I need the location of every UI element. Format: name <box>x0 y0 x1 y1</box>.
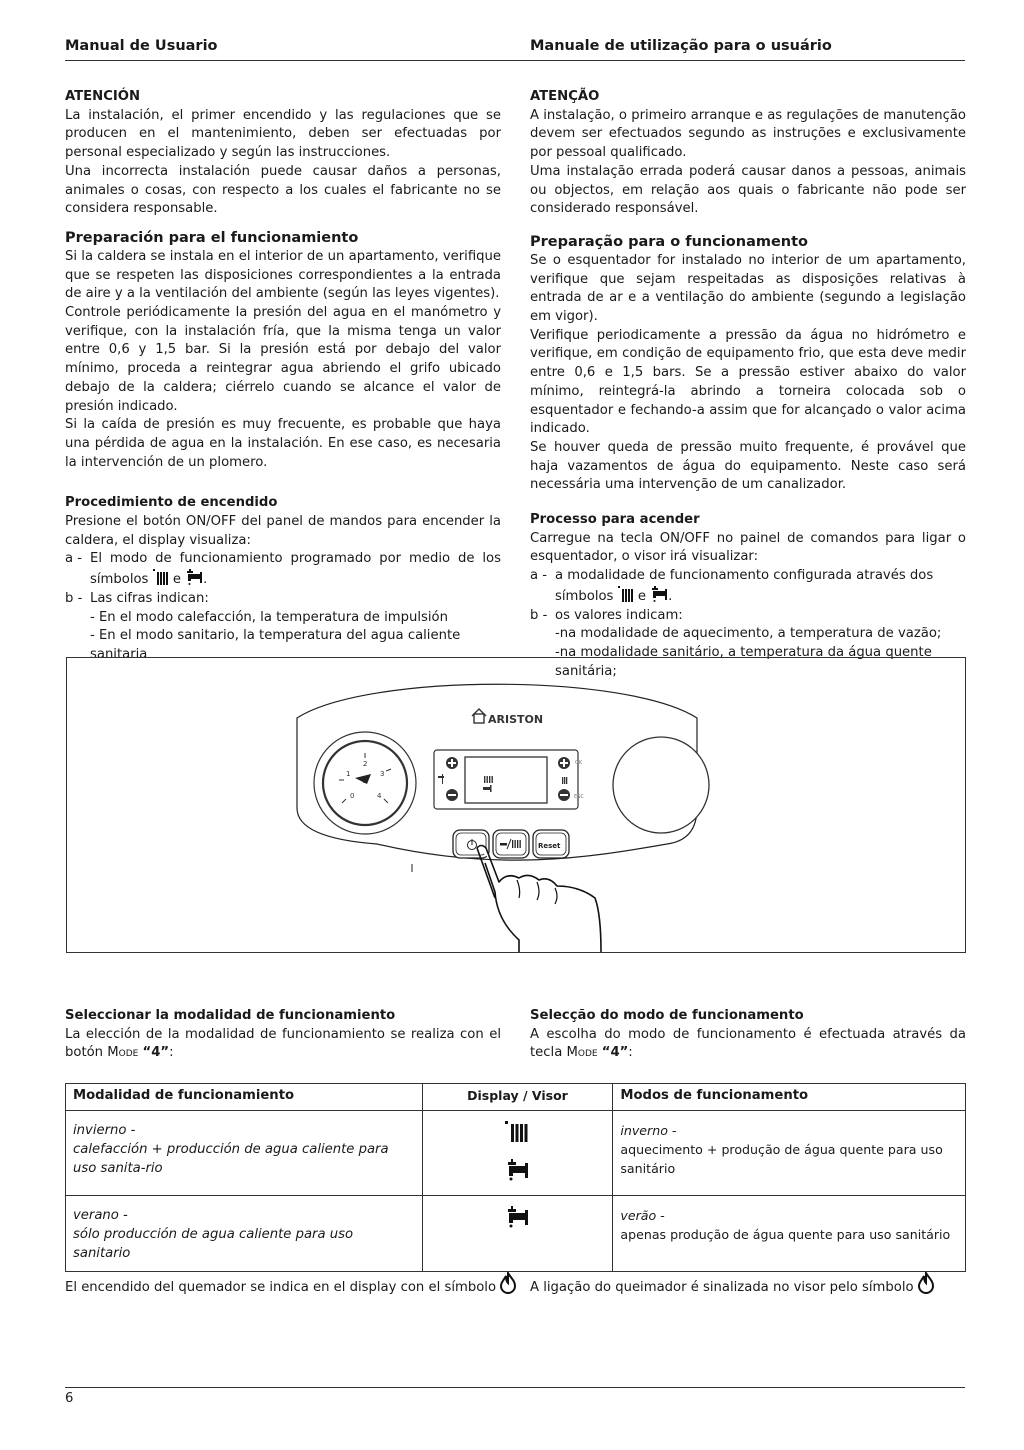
brand-label: ARISTON <box>488 713 544 726</box>
es-prep-p2: Controle periódicamente la presión del agua en el manómetro y verifique, con la instalación fría, que la misma tenga un valor entre 0,6 y 1,5 bar. Si la presión está por debajo del valor mínimo, proceda a reintegrar agua abriendo el grifo ubicado debajo de la caldera; ciérrelo cuando se alcance el valor de presión indicado. <box>65 305 501 414</box>
dhw-minus-button[interactable] <box>558 789 570 801</box>
control-panel-figure <box>66 657 966 953</box>
table-cell-pt <box>613 1111 966 1196</box>
pt-prep-title: Preparação para o funcionamento <box>530 233 809 250</box>
pt-mode-colon: : <box>628 1045 633 1061</box>
table-cell-pt <box>613 1196 966 1272</box>
pt-burner-text: A ligação do queimador é sinalizada no visor pelo símbolo <box>530 1280 914 1295</box>
gauge-label-1: 1 <box>346 770 351 778</box>
es-burner-note <box>65 1272 516 1295</box>
panel-dhw-symbol <box>562 777 567 784</box>
pt-mode-section <box>530 1007 966 1063</box>
es-mode-text: La elección de la modalidad de funcionamiento se realiza con el botón <box>65 1026 501 1061</box>
es-item-a-end: . <box>203 572 208 588</box>
page-number: 6 <box>65 1391 74 1406</box>
pt-attention-p1: A instalação, o primeiro arranque e as regulações de manutenção devem ser efectuados segundo as instruções e exclusivamente por pessoal qualificado. <box>530 107 966 161</box>
es-item-a-join: e <box>172 572 181 588</box>
header-left-title: Manual de Usuario <box>65 38 218 54</box>
pt-mode-number: “4” <box>601 1045 629 1061</box>
tap-icon <box>185 569 203 585</box>
table-cell-display <box>422 1111 613 1196</box>
modes-table <box>65 1083 966 1272</box>
ok-label: OK <box>575 760 583 766</box>
es-mode-button-label: Mode <box>107 1045 139 1061</box>
es-item-b-marker: b - <box>65 590 83 606</box>
es-item-b <box>65 590 501 609</box>
pt-mode-title: Selecção do modo de funcionamento <box>530 1008 804 1023</box>
row-pt-title: inverno - <box>620 1123 677 1138</box>
radiator-icon <box>618 586 634 602</box>
esc-label: ESC <box>574 794 584 800</box>
pt-item-a-marker: a - <box>530 568 548 584</box>
es-prep-title: Preparación para el funcionamiento <box>65 229 359 246</box>
es-proc-p1: Presione el botón ON/OFF del panel de mandos para encender la caldera, el display visualiza: <box>65 514 501 548</box>
pt-prep-p2: Verifique periodicamente a pressão da água no hidrómetro e verifique, em condição de equipamento frio, que esta deve medir entre 0,6 e 1,5 bars. Se a pressão estiver abaixo do valor mínimo, reintegrá-la abrindo a torneira colocada sob o esquentador e fechando-a assim que for alcançado o valor acima indicado. <box>530 327 966 437</box>
pt-item-a-join: e <box>637 588 646 604</box>
reset-label: Reset <box>538 842 561 850</box>
pt-mode-button-label: Mode <box>566 1045 598 1061</box>
table-row <box>66 1196 966 1272</box>
es-item-b-text: Las cifras indican: <box>90 590 209 606</box>
pt-item-a-end: . <box>668 588 673 604</box>
pt-prep-p1: Se o esquentador for instalado no interior de um apartamento, verifique que sejam respeitadas as disposições relativas à entrada de ar e a ventilação do ambiente (segundo a legislação em vigor). <box>530 252 966 325</box>
table-cell-display <box>422 1196 613 1272</box>
row-es-title: invierno - <box>73 1123 136 1138</box>
es-sub-2: - En el modo sanitario, la temperatura del agua caliente sanitaria <box>90 628 461 662</box>
row-es-desc: sólo producción de agua caliente para uso sanitario <box>73 1227 354 1261</box>
es-burner-text: El encendido del quemador se indica en el display con el símbolo <box>65 1280 497 1295</box>
pt-item-a-text: a modalidade de funcionamento configurada através dos símbolos <box>555 568 934 604</box>
pt-prep-p3: Se houver queda de pressão muito frequente, é provável que haja vazamentos de água do equipamento. Neste caso será necessária uma intervenção de um canalizador. <box>530 439 966 493</box>
right-knob <box>613 737 709 833</box>
pt-proc-p1: Carregue na tecla ON/OFF no painel de comandos para ligar o esquentador, o visor irá visualizar: <box>530 530 966 565</box>
table-cell-es <box>66 1196 423 1272</box>
pt-item-b-text: os valores indicam: <box>555 607 683 623</box>
table-header-es: Modalidad de funcionamiento <box>66 1084 423 1111</box>
es-prep-p3: Si la caída de presión es muy frecuente, es probable que haya una pérdida de agua en la instalación. En ese caso, es necesaria la intervención de un plomero. <box>65 417 501 470</box>
row-pt-desc: aquecimento + produção de água quente para uso sanitário <box>620 1142 943 1176</box>
pt-item-b-marker: b - <box>530 607 548 623</box>
gauge-label-0: 0 <box>350 792 355 800</box>
es-prep-p1: Si la caldera se instala en el interior de un apartamento, verifique que se respeten las disposiciones correspondientes a la entrada de aire y a la ventilación del ambiente (según las leyes vigentes). <box>65 248 501 302</box>
pt-item-b <box>530 607 966 626</box>
pt-proc-title: Processo para acender <box>530 512 700 528</box>
portuguese-column <box>530 88 966 681</box>
es-attention-title: ATENCIÓN <box>65 89 141 104</box>
es-item-a <box>65 550 501 589</box>
heating-minus-button[interactable] <box>446 789 458 801</box>
control-panel-illustration <box>67 658 965 952</box>
header-divider <box>65 60 965 61</box>
flame-icon <box>500 1272 516 1294</box>
pointing-hand <box>477 846 601 953</box>
row-es-title: verano - <box>73 1208 128 1223</box>
row-pt-title: verão - <box>620 1208 665 1223</box>
footer-divider <box>65 1387 965 1388</box>
table-header-pt: Modos de funcionamento <box>613 1084 966 1111</box>
lcd-screen <box>465 757 547 803</box>
on-off-button[interactable] <box>453 830 489 858</box>
spanish-column <box>65 88 501 665</box>
es-attention-p1: La instalación, el primer encendido y las regulaciones que se producen en el mantenimiento, deben ser efectuadas por personal especializado y según las instrucciones. <box>65 107 501 161</box>
pt-attention-title: ATENÇÃO <box>530 89 600 104</box>
es-mode-colon: : <box>169 1045 174 1061</box>
tap-icon <box>650 586 668 602</box>
mode-button[interactable] <box>493 830 529 858</box>
dhw-plus-button[interactable] <box>558 757 570 769</box>
radiator-icon <box>505 1121 529 1143</box>
es-item-a-marker: a - <box>65 551 83 567</box>
reset-button[interactable] <box>533 830 569 858</box>
tap-icon <box>505 1206 529 1228</box>
header-right-title: Manuale de utilização para o usuário <box>530 38 832 54</box>
pt-item-a <box>530 567 966 606</box>
table-row <box>66 1111 966 1196</box>
pt-attention-p2: Uma instalação errada poderá causar danos a pessoas, animais ou objectos, em relação aos quais o fabricante não pode ser considerado responsável. <box>530 163 966 217</box>
gauge-label-4: 4 <box>377 792 382 800</box>
es-mode-number: “4” <box>142 1045 170 1061</box>
row-es-desc: calefacción + producción de agua caliente para uso sanita-rio <box>73 1142 389 1176</box>
pt-mode-text: A escolha do modo de funcionamento é efectuada através da tecla <box>530 1026 966 1061</box>
es-proc-title: Procedimiento de encendido <box>65 495 278 511</box>
gauge-label-2: 2 <box>363 760 368 768</box>
row-pt-desc: apenas produção de água quente para uso sanitário <box>620 1227 951 1242</box>
table-cell-es <box>66 1111 423 1196</box>
radiator-icon <box>153 569 169 585</box>
table-header-row <box>66 1084 966 1111</box>
pt-sub-1: -na modalidade de aquecimento, a temperatura de vazão; <box>555 626 942 642</box>
table-header-display: Display / Visor <box>422 1084 613 1111</box>
gauge-pivot <box>362 777 368 783</box>
es-sub-1: - En el modo calefacción, la temperatura de impulsión <box>90 609 448 625</box>
es-mode-section <box>65 1007 501 1063</box>
gauge-label-3: 3 <box>380 770 385 778</box>
flame-icon <box>918 1272 934 1294</box>
pt-burner-note <box>530 1272 934 1295</box>
es-attention-p2: Una incorrecta instalación puede causar daños a personas, animales o cosas, con respecto a los cuales el fabricante no se considera responsable. <box>65 163 501 217</box>
tap-icon <box>505 1159 529 1181</box>
heating-plus-button[interactable] <box>446 757 458 769</box>
es-item-a-text: El modo de funcionamiento programado por medio de los símbolos <box>90 551 501 588</box>
pt-sub-2: -na modalidade sanitário, a temperatura da água quente sanitária; <box>555 644 932 679</box>
es-mode-title: Seleccionar la modalidad de funcionamiento <box>65 1008 396 1023</box>
